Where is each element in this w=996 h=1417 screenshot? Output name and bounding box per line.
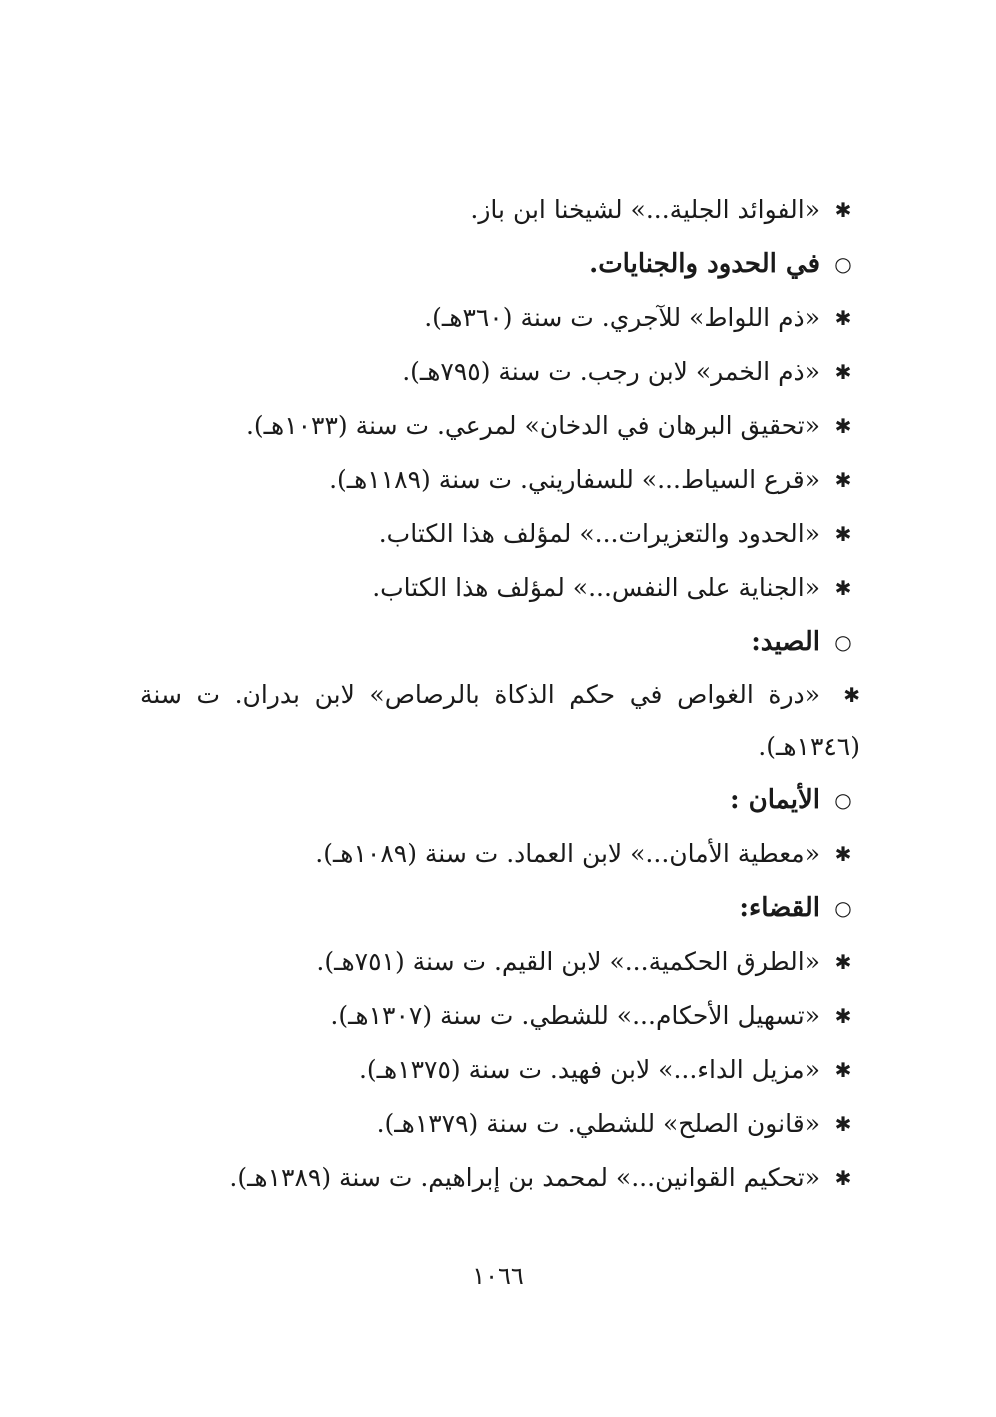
- section-heading: [140, 615, 860, 669]
- asterisk-icon: ✱: [834, 414, 852, 438]
- section-heading-text: في الحدود والجنايات.: [589, 249, 820, 279]
- asterisk-icon: ✱: [834, 198, 852, 222]
- section-heading: [140, 773, 860, 827]
- entry-text: «مزيل الداء...» لابن فهيد. ت سنة (١٣٧٥هـ).: [358, 1055, 820, 1084]
- list-item: [140, 1043, 860, 1097]
- entry-text: «الحدود والتعزيرات...» لمؤلف هذا الكتاب.: [378, 519, 820, 548]
- asterisk-icon: ✱: [834, 522, 852, 546]
- entry-text: «معطية الأمان...» لابن العماد. ت سنة (١٠٨٩هـ).: [315, 839, 820, 868]
- list-item: [140, 291, 860, 345]
- section-heading-text: الأيمان :: [730, 785, 820, 815]
- asterisk-icon: ✱: [834, 1166, 852, 1190]
- entry-text: «تحكيم القوانين...» لمحمد بن إبراهيم. ت سنة (١٣٨٩هـ).: [229, 1163, 820, 1192]
- section-heading-text: القضاء:: [739, 893, 820, 923]
- asterisk-icon: ✱: [834, 1004, 852, 1028]
- circle-icon: ○: [834, 896, 852, 920]
- entry-text: «الفوائد الجلية...» لشيخنا ابن باز.: [470, 195, 820, 224]
- asterisk-icon: ✱: [834, 360, 852, 384]
- list-item: [140, 1151, 860, 1205]
- asterisk-icon: ✱: [834, 842, 852, 866]
- asterisk-icon: ✱: [834, 1112, 852, 1136]
- list-item: [140, 827, 860, 881]
- list-item: [140, 453, 860, 507]
- section-heading-text: الصيد:: [751, 627, 820, 657]
- list-item: [140, 399, 860, 453]
- asterisk-icon: ✱: [834, 1058, 852, 1082]
- list-item: [140, 669, 860, 773]
- circle-icon: ○: [834, 252, 852, 276]
- asterisk-icon: ✱: [834, 950, 852, 974]
- entry-text: «تسهيل الأحكام...» للشطي. ت سنة (١٣٠٧هـ).: [330, 1001, 820, 1030]
- list-item: [140, 507, 860, 561]
- asterisk-icon: ✱: [843, 683, 860, 707]
- entry-text: «قانون الصلح» للشطي. ت سنة (١٣٧٩هـ).: [376, 1109, 820, 1138]
- entry-text: «درة الغواص في حكم الذكاة بالرصاص» لابن بدران. ت سنة (١٣٤٦هـ).: [140, 680, 860, 761]
- asterisk-icon: ✱: [834, 306, 852, 330]
- list-item: [140, 989, 860, 1043]
- entry-text: «الطرق الحكمية...» لابن القيم. ت سنة (٧٥١هـ).: [316, 947, 820, 976]
- list-item: [140, 345, 860, 399]
- list-item: [140, 1097, 860, 1151]
- page-number: ١٠٦٦: [472, 1262, 524, 1290]
- asterisk-icon: ✱: [834, 468, 852, 492]
- section-heading: [140, 237, 860, 291]
- circle-icon: ○: [834, 788, 852, 812]
- list-item: [140, 183, 860, 237]
- entry-text: «قرع السياط...» للسفاريني. ت سنة (١١٨٩هـ).: [329, 465, 820, 494]
- circle-icon: ○: [834, 630, 852, 654]
- asterisk-icon: ✱: [834, 576, 852, 600]
- entry-text: «ذم الخمر» لابن رجب. ت سنة (٧٩٥هـ).: [402, 357, 820, 386]
- list-item: [140, 935, 860, 989]
- entry-text: «ذم اللواط» للآجري. ت سنة (٣٦٠هـ).: [424, 303, 820, 332]
- entry-text: «تحقيق البرهان في الدخان» لمرعي. ت سنة (١٠٣٣هـ).: [245, 411, 820, 440]
- list-item: [140, 561, 860, 615]
- section-heading: [140, 881, 860, 935]
- entry-text: «الجناية على النفس...» لمؤلف هذا الكتاب.: [372, 573, 820, 602]
- entries-list: [140, 183, 860, 1205]
